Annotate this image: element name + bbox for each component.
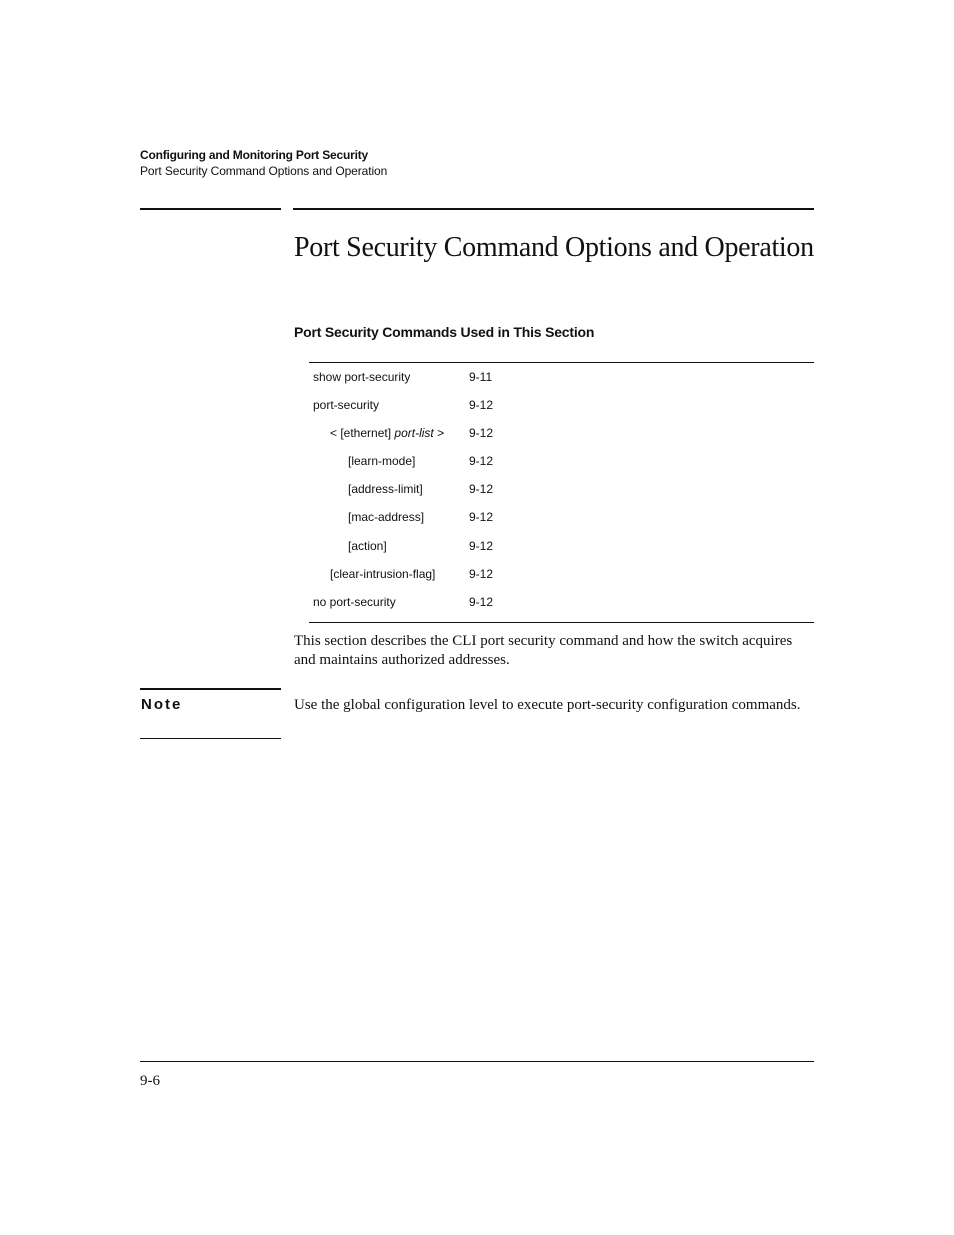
command-text: [learn-mode] <box>348 454 416 469</box>
command-text: [mac-address] <box>348 510 425 525</box>
command-page-ref: 9-12 <box>469 426 494 441</box>
command-row <box>309 423 814 451</box>
note-label: Note <box>141 696 183 713</box>
command-page-ref: 9-12 <box>469 510 494 525</box>
command-page-ref: 9-12 <box>469 566 494 581</box>
command-text: show port-security <box>313 370 411 384</box>
command-name <box>313 367 410 387</box>
command-page-ref: 9-12 <box>469 398 494 413</box>
command-row <box>309 592 814 620</box>
command-row <box>309 451 814 479</box>
commands-heading: Port Security Commands Used in This Section <box>294 324 595 340</box>
command-row <box>309 564 814 592</box>
command-page-ref: 9-12 <box>469 594 494 609</box>
note-text: Use the global configuration level to execute port-security configuration commands. <box>294 697 801 713</box>
command-text: [action] <box>348 538 387 553</box>
command-row <box>309 395 814 423</box>
section-description: This section describes the CLI port security command and how the switch acquires and maintains authorized addresses. <box>294 633 793 668</box>
note-bottom-divider <box>140 738 281 739</box>
commands-table <box>309 362 814 623</box>
command-page-ref: 9-12 <box>469 538 494 553</box>
command-row <box>309 536 814 564</box>
command-row <box>309 367 814 395</box>
command-name <box>313 395 379 415</box>
command-page-ref: 9-12 <box>469 454 494 469</box>
page-title: Port Security Command Options and Operation <box>294 232 814 263</box>
footer-divider <box>140 1061 814 1062</box>
command-name <box>348 507 424 527</box>
command-page-ref: 9-11 <box>469 370 493 384</box>
command-text: > <box>433 426 445 441</box>
note-top-divider <box>140 688 281 690</box>
command-text: < [ethernet] <box>330 426 395 441</box>
command-name <box>348 536 387 556</box>
command-name <box>330 423 444 443</box>
command-text: port-security <box>313 398 380 413</box>
command-row <box>309 507 814 535</box>
command-name <box>313 592 396 612</box>
chapter-title: Configuring and Monitoring Port Security <box>140 148 368 162</box>
running-head <box>140 147 387 179</box>
command-name <box>330 564 435 584</box>
command-name <box>348 451 415 471</box>
command-parameter: port-list <box>394 426 434 441</box>
command-row <box>309 479 814 507</box>
command-name <box>348 479 423 499</box>
command-text: [clear-intrusion-flag] <box>330 566 436 581</box>
command-page-ref: 9-12 <box>469 482 494 497</box>
command-text: no port-security <box>313 594 396 609</box>
command-text: [address-limit] <box>348 482 423 497</box>
section-title: Port Security Command Options and Operation <box>140 164 388 178</box>
heading-divider <box>293 208 814 210</box>
margin-divider <box>140 208 281 210</box>
page-number: 9-6 <box>140 1073 160 1089</box>
